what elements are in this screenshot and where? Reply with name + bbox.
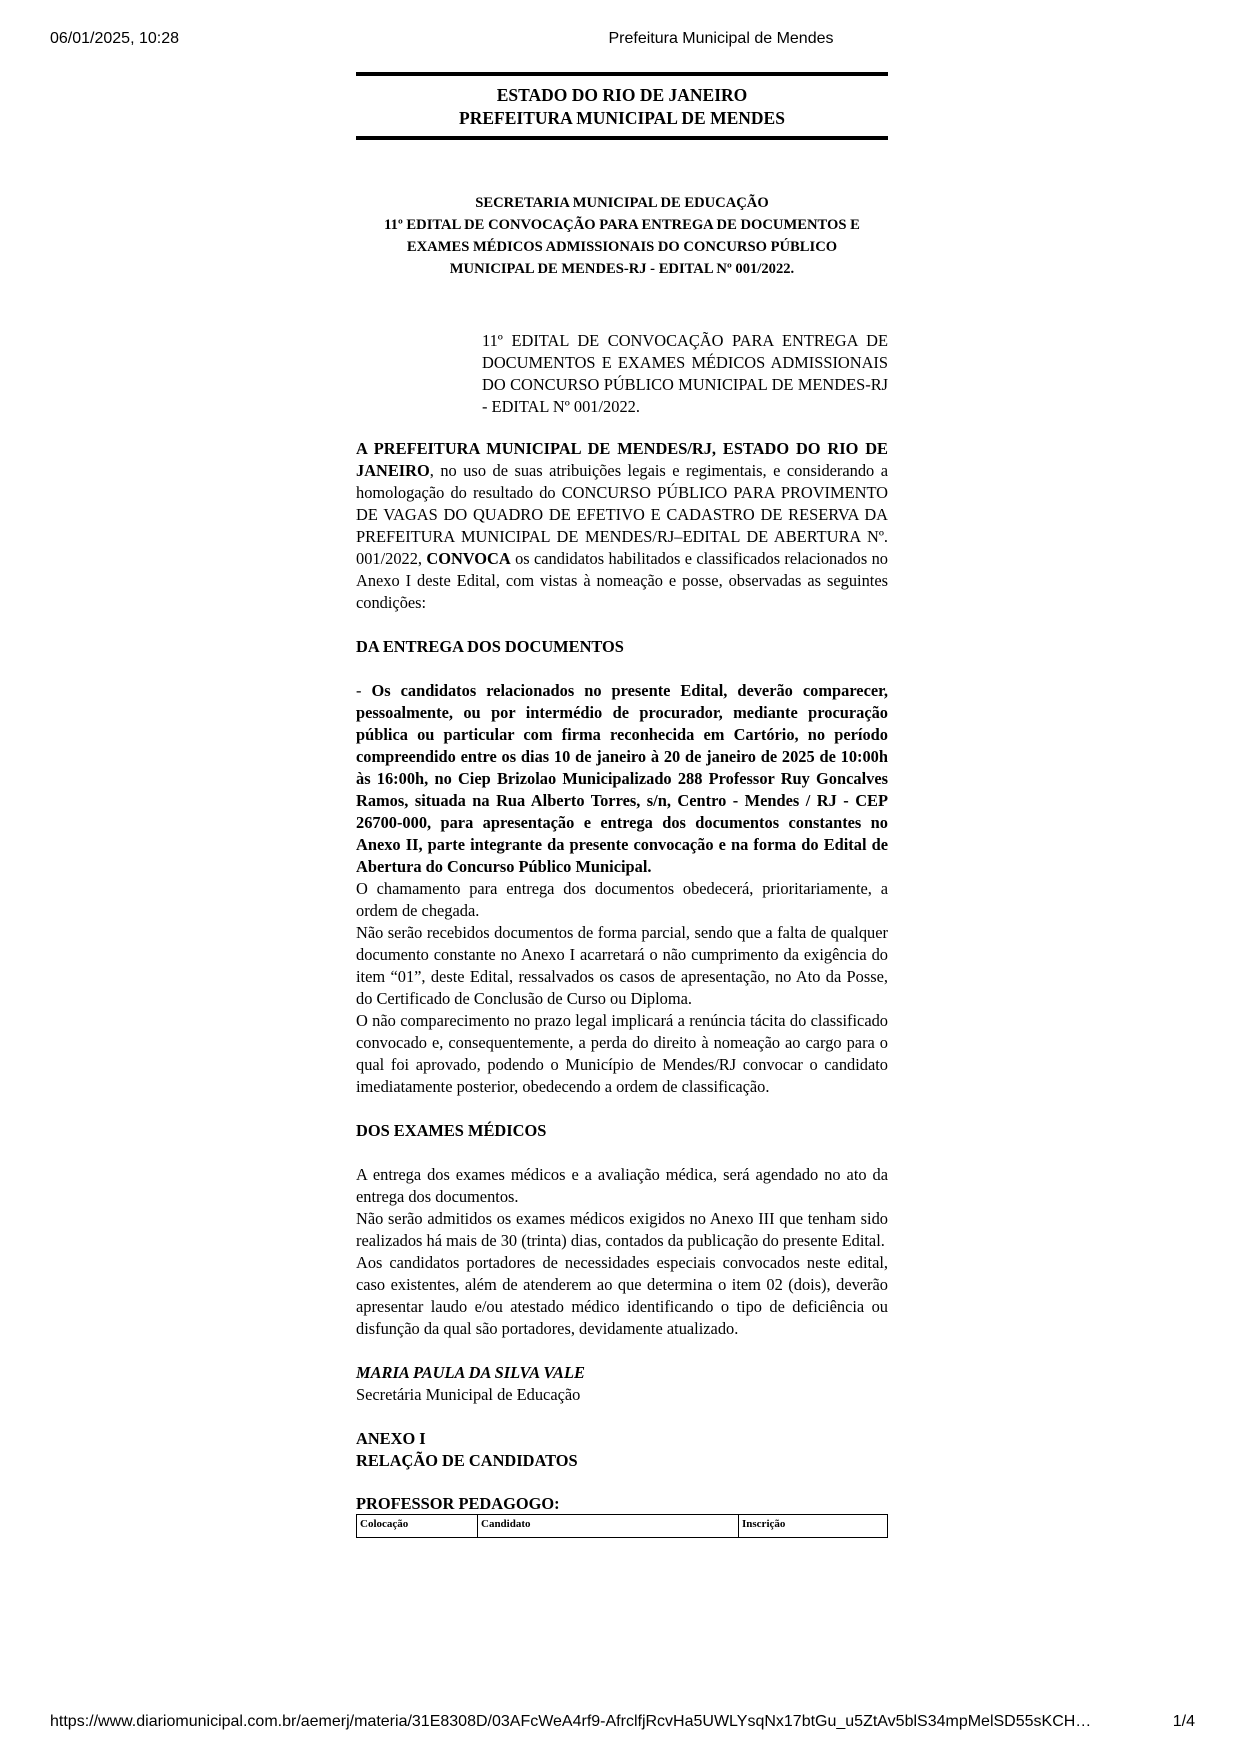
secretaria-line-3: EXAMES MÉDICOS ADMISSIONAIS DO CONCURSO PÚBLICO: [406, 239, 838, 255]
signatory-role: Secretária Municipal de Educação: [356, 1385, 581, 1404]
entrega-paragraph-1: [356, 680, 888, 878]
page-url: https://www.diariomunicipal.com.br/aemerj/materia/31E8308D/03AFcWeA4rf9-AfrclfjRcvHa5UWLYsqNx17btGu_u5ZtAv5blS34mpMelSD55sKCH…: [50, 1713, 1092, 1730]
entrega-paragraph-4: O não comparecimento no prazo legal implicará a renúncia tácita do classificado convocado e, consequentemente, a perda do direito à nomeação ao cargo para o qual foi aprovado, podendo o Município de Mendes/RJ convocar o candidato imediatamente posterior, obedecendo a ordem de classificação.: [356, 1011, 888, 1096]
page-number: 1/4: [1172, 1713, 1195, 1730]
bottom-rule: [356, 136, 888, 140]
print-datetime: 06/01/2025, 10:28: [50, 30, 180, 47]
state-name: ESTADO DO RIO DE JANEIRO: [496, 85, 748, 105]
secretaria-line-2: 11º EDITAL DE CONVOCAÇÃO PARA ENTREGA DE DOCUMENTOS E: [384, 217, 860, 233]
print-header: [0, 30, 1240, 54]
intro-bold-start: A PREFEITURA MUNICIPAL DE MENDES/RJ, ESTADO DO RIO DE JANEIRO: [356, 439, 888, 480]
prefeitura-name: PREFEITURA MUNICIPAL DE MENDES: [459, 108, 785, 128]
column-header-colocacao: Colocação: [357, 1515, 478, 1538]
print-footer: [0, 1713, 1240, 1737]
column-header-candidato: Candidato: [478, 1515, 739, 1538]
entrega-paragraph-2: O chamamento para entrega dos documentos obedecerá, prioritariamente, a ordem de chegada.: [356, 879, 888, 920]
document-body: [356, 72, 888, 1538]
entrega-heading: DA ENTREGA DOS DOCUMENTOS: [356, 637, 624, 656]
annex-title: ANEXO I: [356, 1429, 426, 1448]
secretaria-title: [356, 192, 888, 280]
print-page-title: Prefeitura Municipal de Mendes: [608, 30, 834, 47]
entrega-bold-text: Os candidatos relacionados no presente Edital, deverão comparecer, pessoalmente, ou por intermédio de procurador, mediante procuração pública ou particular com firma reconhecida em Cartório, no período compreendido entre os dias 10 de janeiro à 20 de janeiro de 2025 de 10:00h às 16:00h, no Ciep Brizolao Municipalizado 288 Professor Ruy Goncalves Ramos, situada na Rua Alberto Torres, s/n, Centro - Mendes / RJ - CEP 26700-000, para apresentação e entrega dos documentos constantes no Anexo II, parte integrante da presente convocação e na forma do Edital de Abertura do Concurso Público Municipal.: [356, 681, 888, 876]
annex-title-block: [356, 1428, 888, 1472]
column-header-inscricao: Inscrição: [739, 1515, 888, 1538]
exames-paragraph-2: Não serão admitidos os exames médicos exigidos no Anexo III que tenham sido realizados há mais de 30 (trinta) dias, contados da publicação do presente Edital.: [356, 1209, 888, 1250]
intro-middle: , no uso de suas atribuições legais e regimentais, e considerando a homologação do resultado do CONCURSO PÚBLICO PARA PROVIMENTO DE VAGAS DO QUADRO DE EFETIVO E CADASTRO DE RESERVA DA PREFEITURA MUNICIPAL DE MENDES/RJ–EDITAL DE ABERTURA Nº. 001/2022,: [356, 461, 888, 568]
exames-paragraph-3: Aos candidatos portadores de necessidades especiais convocados neste edital, caso existentes, além de atenderem ao que determina o item 02 (dois), deverão apresentar laudo e/ou atestado médico identificando o tipo de deficiência ou disfunção da qual são portadores, devidamente atualizado.: [356, 1253, 888, 1338]
annex-subtitle: RELAÇÃO DE CANDIDATOS: [356, 1451, 578, 1470]
entrega-paragraph-3: Não serão recebidos documentos de forma parcial, sendo que a falta de qualquer documento constante no Anexo I acarretará o não cumprimento da exigência do item “01”, deste Edital, ressalvados os casos de apresentação, no Ato da Posse, do Certificado de Conclusão de Curso ou Diploma.: [356, 923, 888, 1008]
intro-end: os candidatos habilitados e classificados relacionados no Anexo I deste Edital, com vistas à nomeação e posse, observadas as seguintes condições:: [356, 549, 888, 612]
table-header-row: [357, 1515, 888, 1538]
exames-heading: DOS EXAMES MÉDICOS: [356, 1121, 547, 1140]
entrega-dash: -: [356, 681, 372, 700]
signatory-name: MARIA PAULA DA SILVA VALE: [356, 1363, 585, 1382]
edital-summary: 11º EDITAL DE CONVOCAÇÃO PARA ENTREGA DE DOCUMENTOS E EXAMES MÉDICOS ADMISSIONAIS DO CONCURSO PÚBLICO MUNICIPAL DE MENDES-RJ - EDITAL Nº 001/2022.: [482, 331, 888, 416]
signature-block: [356, 1362, 888, 1406]
secretaria-line-1: SECRETARIA MUNICIPAL DE EDUCAÇÃO: [475, 195, 769, 211]
intro-paragraph: [356, 438, 888, 614]
cargo-title: PROFESSOR PEDAGOGO:: [356, 1494, 560, 1513]
secretaria-line-4: MUNICIPAL DE MENDES-RJ - EDITAL Nº 001/2022.: [449, 261, 795, 277]
exames-paragraph-1: A entrega dos exames médicos e a avaliação médica, será agendado no ato da entrega dos documentos.: [356, 1165, 888, 1206]
intro-convoca: CONVOCA: [426, 549, 511, 568]
candidates-table: [356, 1514, 888, 1538]
state-header: [356, 76, 888, 136]
